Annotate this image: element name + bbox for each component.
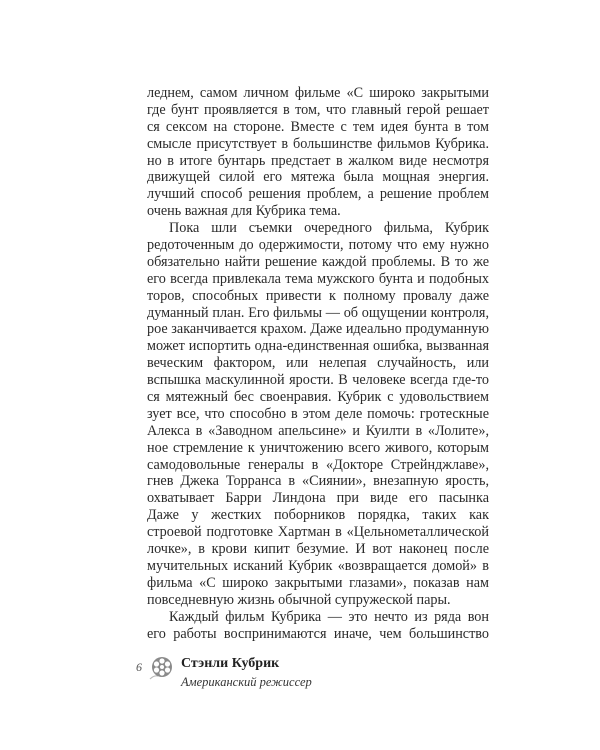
text-line: мучительных исканий Кубрик «возвращается домой» в bbox=[147, 557, 489, 574]
text-line: лочке», в крови кипит безумие. И вот наконец после bbox=[147, 541, 489, 558]
text-line: Даже у жестких поборников порядка, таких как bbox=[147, 507, 489, 524]
text-line: может испортить одна-единственная ошибка, вызванная bbox=[147, 338, 489, 355]
text-line: Пока шли съемки очередного фильма, Кубрик bbox=[169, 220, 489, 237]
text-line: леднем, самом личном фильме «С широко закрытыми bbox=[147, 85, 489, 101]
text-line: смысле присутствует в большинстве фильмов Кубрика. bbox=[147, 135, 489, 152]
text-line: его всегда привлекала тема мужского бунта и подобных bbox=[147, 270, 489, 287]
text-line: фильма «С широко закрытыми глазами», показав нам bbox=[147, 574, 489, 591]
text-line: обязательно найти решение каждой проблемы. В то же bbox=[147, 253, 489, 270]
text-line: строевой подготовке Хартман в «Цельнометаллической bbox=[147, 524, 489, 541]
text-line: редоточенным до одержимости, потому что ему нужно bbox=[147, 237, 489, 254]
text-line: лучший способ решения проблем, а решение проблем bbox=[147, 186, 489, 203]
text-line: охватывает Барри Линдона при виде его пасынка bbox=[147, 490, 489, 507]
text-line: ся сексом на стороне. Вместе с тем идея бунта в том bbox=[147, 118, 489, 135]
text-line: думанный план. Его фильмы — об ощущении контроля, bbox=[147, 304, 489, 321]
text-line: зует все, что способно в этом деле помочь: гротескные bbox=[147, 405, 489, 422]
text-line: ся мятежный бес своенравия. Кубрик с удовольствием bbox=[147, 389, 489, 406]
text-line: где бунт проявляется в том, что главный герой решает bbox=[147, 101, 489, 118]
book-title: Стэнли Кубрик bbox=[181, 656, 280, 671]
text-line: гнев Джека Торранса в «Сиянии», внезапную ярость, bbox=[147, 473, 489, 490]
text-line: ное стремление к уничтожению всего живого, которым bbox=[147, 439, 489, 456]
text-line: вспышка маскулинной ярости. В человеке всегда где-то bbox=[147, 372, 489, 389]
film-reel-icon bbox=[148, 655, 174, 681]
text-line: Алекса в «Заводном апельсине» и Куилти в «Лолите», bbox=[147, 422, 489, 439]
page-footer bbox=[130, 652, 490, 702]
book-subtitle: Американский режиссер bbox=[181, 675, 312, 689]
text-line: веческим фактором, или нелепая случайность, или bbox=[147, 355, 489, 372]
text-line: очень важная для Кубрика тема. bbox=[147, 203, 341, 220]
text-line: его работы воспринимаются иначе, чем большинство bbox=[147, 625, 489, 642]
text-line: Каждый фильм Кубрика — это нечто из ряда вон bbox=[169, 608, 489, 625]
text-line: торов, способных привести к полному провалу даже bbox=[147, 287, 489, 304]
text-line: движущей силой его мятежа была мощная энергия. bbox=[147, 169, 489, 186]
text-line: самодовольные генералы в «Докторе Стрейнджлаве», bbox=[147, 456, 489, 473]
text-line: рое заканчивается крахом. Даже идеально продуманную bbox=[147, 321, 489, 338]
body-text bbox=[147, 85, 489, 642]
text-line: но в итоге бунтарь предстает в жалком виде несмотря bbox=[147, 152, 489, 169]
page-number: 6 bbox=[136, 660, 142, 674]
text-line: повседневную жизнь обычной супружеской пары. bbox=[147, 591, 451, 608]
